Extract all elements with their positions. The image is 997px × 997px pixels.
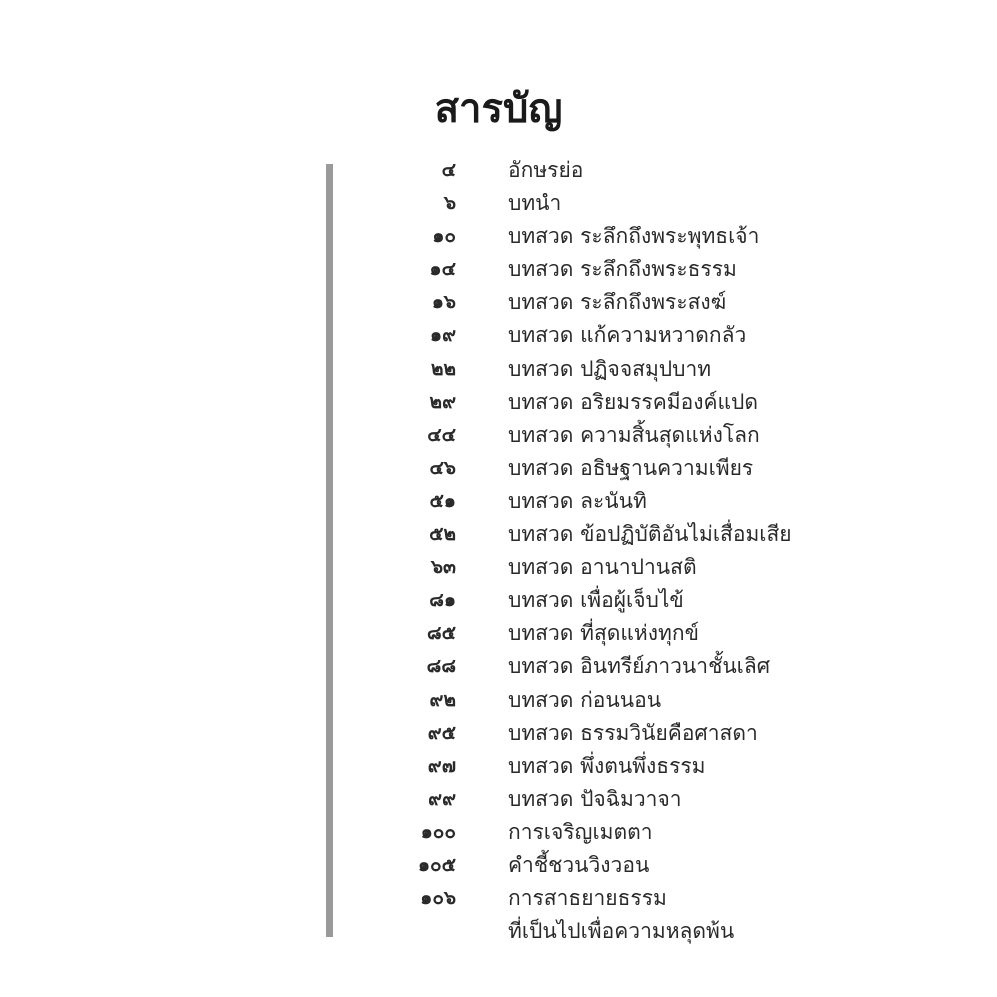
toc-entry-title: บทสวด พึ่งตนพึ่งธรรม — [508, 753, 706, 778]
toc-page-number: ๖๓ — [430, 556, 456, 579]
toc-entry[interactable] — [380, 485, 960, 518]
toc-page-number: ๑๐๕ — [417, 853, 456, 876]
toc-page-number: ๘๘ — [426, 655, 456, 678]
toc-entry[interactable] — [380, 353, 960, 386]
toc-entry[interactable] — [380, 849, 960, 882]
toc-page-number: ๖ — [443, 192, 456, 215]
toc-divider-bar — [326, 164, 333, 937]
toc-page-number: ๑๔ — [429, 258, 456, 281]
toc-page-number: ๔๖ — [429, 456, 456, 479]
toc-entry[interactable] — [380, 220, 960, 253]
toc-page-number: ๕๑ — [429, 489, 456, 512]
toc-page-number: ๕๒ — [429, 523, 456, 546]
toc-entry-title: บทสวด แก้ความหวาดกลัว — [508, 323, 747, 348]
toc-entry-title: บทสวด เพื่อผู้เจ็บไข้ — [508, 588, 684, 613]
toc-page-number: ๘๕ — [426, 622, 456, 645]
toc-entry-title: บทสวด ปฏิจจสมุปบาท — [508, 356, 712, 381]
toc-page-number: ๑๖ — [431, 291, 456, 314]
toc-entry-title: บทสวด ธรรมวินัยคือศาสดา — [508, 720, 758, 745]
toc-entry-title: บทนำ — [508, 191, 562, 216]
toc-page-number: ๑๙ — [430, 324, 456, 347]
toc-page-number: ๒๙ — [429, 390, 456, 413]
toc-entry-title: บทสวด ระลึกถึงพระพุทธเจ้า — [508, 224, 760, 249]
toc-page-number: ๘๑ — [429, 589, 456, 612]
toc-entry-title: บทสวด ระลึกถึงพระสงฆ์ — [508, 290, 727, 315]
toc-entry-title: บทสวด ระลึกถึงพระธรรม — [508, 257, 737, 282]
toc-entry-title: บทสวด ความสิ้นสุดแห่งโลก — [508, 422, 760, 447]
toc-page-number: ๑๐๐ — [420, 820, 456, 843]
toc-entry-title: การสาธยายธรรม — [508, 886, 667, 911]
toc-entry-title: บทสวด ที่สุดแห่งทุกข์ — [508, 621, 699, 646]
toc-entry-title: บทสวด อินทรีย์ภาวนาชั้นเลิศ — [508, 654, 771, 679]
toc-entry[interactable] — [380, 617, 960, 650]
toc-entry[interactable] — [380, 154, 960, 187]
toc-entry[interactable] — [380, 783, 960, 816]
toc-entry[interactable] — [380, 650, 960, 683]
toc-page-number: ๑๐๖ — [420, 887, 456, 910]
toc-entry[interactable] — [380, 419, 960, 452]
toc-page-number: ๙๙ — [428, 787, 456, 810]
toc-entry-title: อักษรย่อ — [508, 158, 584, 182]
toc-entry[interactable] — [380, 882, 960, 944]
toc-page-number: ๔๔ — [427, 423, 456, 446]
toc-entry[interactable] — [380, 684, 960, 717]
toc-entry-title: คำชี้ชวนวิงวอน — [508, 852, 650, 877]
toc-entry[interactable] — [380, 584, 960, 617]
page-title: สารบัญ — [434, 85, 563, 132]
toc-entry-title: การเจริญเมตตา — [508, 819, 653, 844]
toc-entry[interactable] — [380, 286, 960, 319]
toc-entry[interactable] — [380, 319, 960, 352]
toc-entry-title: บทสวด ข้อปฏิบัติอันไม่เสื่อมเสีย — [508, 522, 792, 547]
toc-entry-title: บทสวด ปัจฉิมวาจา — [508, 786, 682, 811]
toc-entry[interactable] — [380, 816, 960, 849]
toc-page-number: ๒๒ — [430, 357, 456, 380]
toc-entry[interactable] — [380, 551, 960, 584]
toc-entry[interactable] — [380, 717, 960, 750]
table-of-contents — [380, 154, 960, 944]
toc-entry[interactable] — [380, 518, 960, 551]
toc-entry-title: บทสวด ก่อนนอน — [508, 687, 662, 712]
toc-entry[interactable] — [380, 253, 960, 286]
toc-entry[interactable] — [380, 386, 960, 419]
toc-entry-title: บทสวด อริยมรรคมีองค์แปด — [508, 389, 759, 414]
toc-page-number: ๙๒ — [429, 688, 456, 711]
toc-entry-title: บทสวด อธิษฐานความเพียร — [508, 455, 754, 480]
toc-entry-title: บทสวด ละนันทิ — [508, 488, 647, 513]
toc-page-number: ๑๐ — [432, 225, 456, 248]
toc-entry[interactable] — [380, 187, 960, 220]
toc-entry-title-continuation: ที่เป็นไปเพื่อความหลุดพ้น — [508, 919, 735, 944]
toc-page-number: ๙๗ — [427, 754, 456, 777]
toc-entry[interactable] — [380, 452, 960, 485]
toc-entry[interactable] — [380, 750, 960, 783]
toc-page-number: ๔ — [441, 159, 456, 181]
toc-entry-title: บทสวด อานาปานสติ — [508, 555, 697, 580]
toc-page-number: ๙๕ — [427, 721, 456, 744]
